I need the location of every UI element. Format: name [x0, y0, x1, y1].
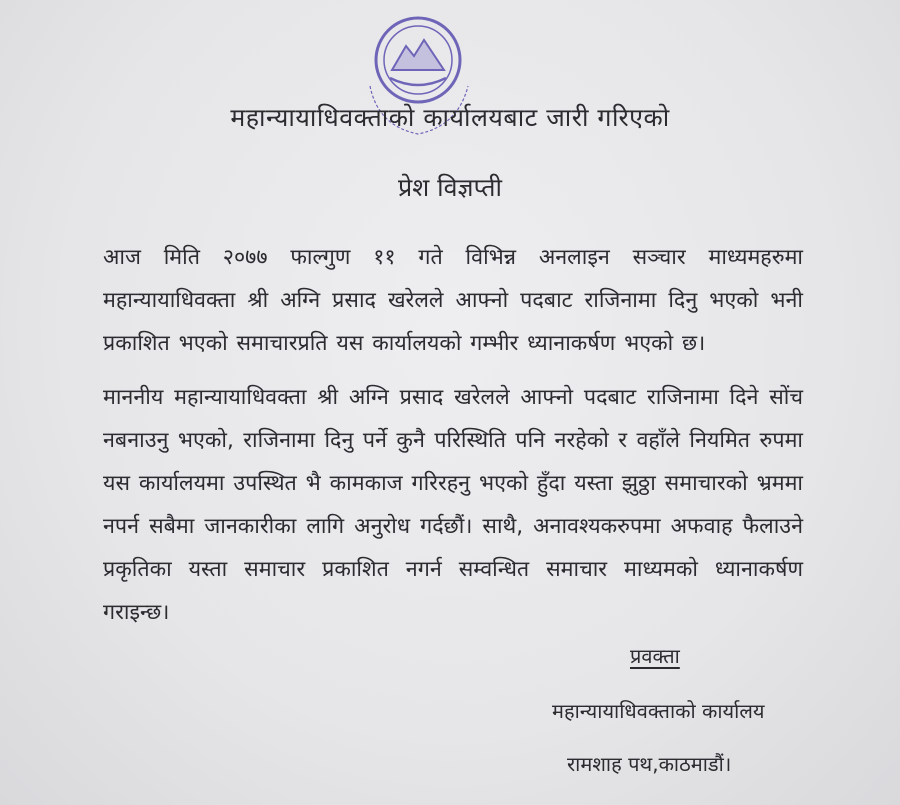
body-paragraph-2: माननीय महान्यायाधिवक्ता श्री अग्नि प्रसाद खरेलले आफ्नो पदबाट राजिनामा दिने सोंच नबनाउनु भएको, राजिनामा दिनु पर्ने कुनै परिस्थिति पनि नरहेको र वहाँले नियमित रुपमा यस कार्यालयमा उपस्थित भै कामकाज गरिरहनु भएको हुँदा यस्ता झुठ्ठा समाचारको भ्रममा नपर्न सबैमा जानकारीका लागि अनुरोध गर्दछौं। साथै, अनावश्यकरुपमा अफवाह फैलाउने प्रकृतिका यस्ता समाचार प्रकाशित नगर्न सम्वन्धित समाचार माध्यमको ध्यानाकर्षण गराइन्छ।	[103, 385, 803, 625]
signatory-title: प्रवक्ता	[630, 644, 680, 668]
issuer-line: महान्यायाधिवक्ताको कार्यालयबाट जारी गरिएको	[230, 103, 670, 132]
office-seal-stamp	[348, 8, 488, 158]
body-paragraph-1: आज मिति २०७७ फाल्गुण ११ गते विभिन्न अनलाइन सञ्चार माध्यमहरुमा महान्यायाधिवक्ता श्री अग्नि प्रसाद खरेलले आफ्नो पदबाट राजिनामा दिनु भएको भनी प्रकाशित भएको समाचारप्रति यस कार्यालयको गम्भीर ध्यानाकर्षण भएको छ।	[103, 245, 803, 356]
signatory-address: रामशाह पथ,काठमाडौं।	[567, 752, 732, 776]
signatory-office: महान्यायाधिवक्ताको कार्यालय	[552, 699, 765, 723]
document-title: प्रेश विज्ञप्ती	[398, 173, 502, 202]
